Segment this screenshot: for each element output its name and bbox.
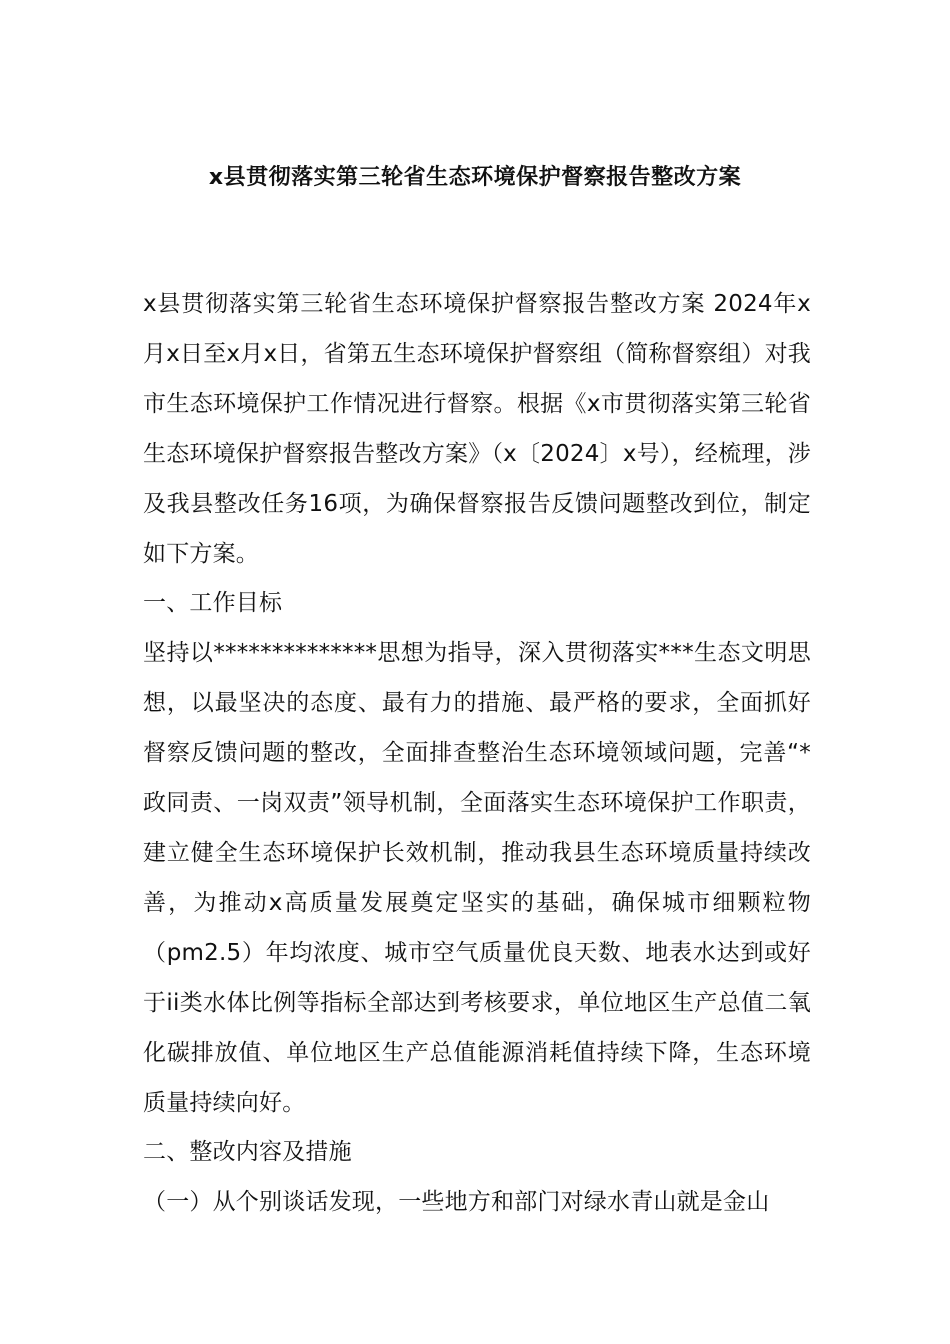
work-goals-paragraph: 坚持以**************思想为指导，深入贯彻落实***生态文明思想，以最坚决的态度、最有力的措施、最严格的要求，全面抓好督察反馈问题的整改，全面排查整治生态环境领域问题，完善“*政同责、一岗双责”领导机制，全面落实生态环境保护工作职责，建立健全生态环境保护长效机制，推动我县生态环境质量持续改善，为推动x高质量发展奠定坚实的基础，确保城市细颗粒物（pm2.5）年均浓度、城市空气质量优良天数、地表水达到或好于ii类水体比例等指标全部达到考核要求，单位地区生产总值二氧化碳排放值、单位地区生产总值能源消耗值持续下降，生态环境质量持续向好。 [143, 640, 811, 1116]
intro-paragraph: x县贯彻落实第三轮省生态环境保护督察报告整改方案 2024年x月x日至x月x日，省第五生态环境保护督察组（简称督察组）对我市生态环境保护工作情况进行督察。根据《x市贯彻落实第三轮省生态环境保护督察报告整改方案》（x〔2024〕x号），经梳理，涉及我县整改任务16项，为确保督察报告反馈问题整改到位，制定如下方案。 [143, 291, 811, 567]
section-heading-work-goals: 一、工作目标 [143, 590, 283, 617]
document-title: x县贯彻落实第三轮省生态环境保护督察报告整改方案 [208, 165, 742, 190]
section-heading-rectification: 二、整改内容及措施 [143, 1139, 352, 1166]
document-body [143, 280, 811, 1228]
rectification-item-1-paragraph: （一）从个别谈话发现，一些地方和部门对绿水青山就是金山 [143, 1189, 770, 1216]
